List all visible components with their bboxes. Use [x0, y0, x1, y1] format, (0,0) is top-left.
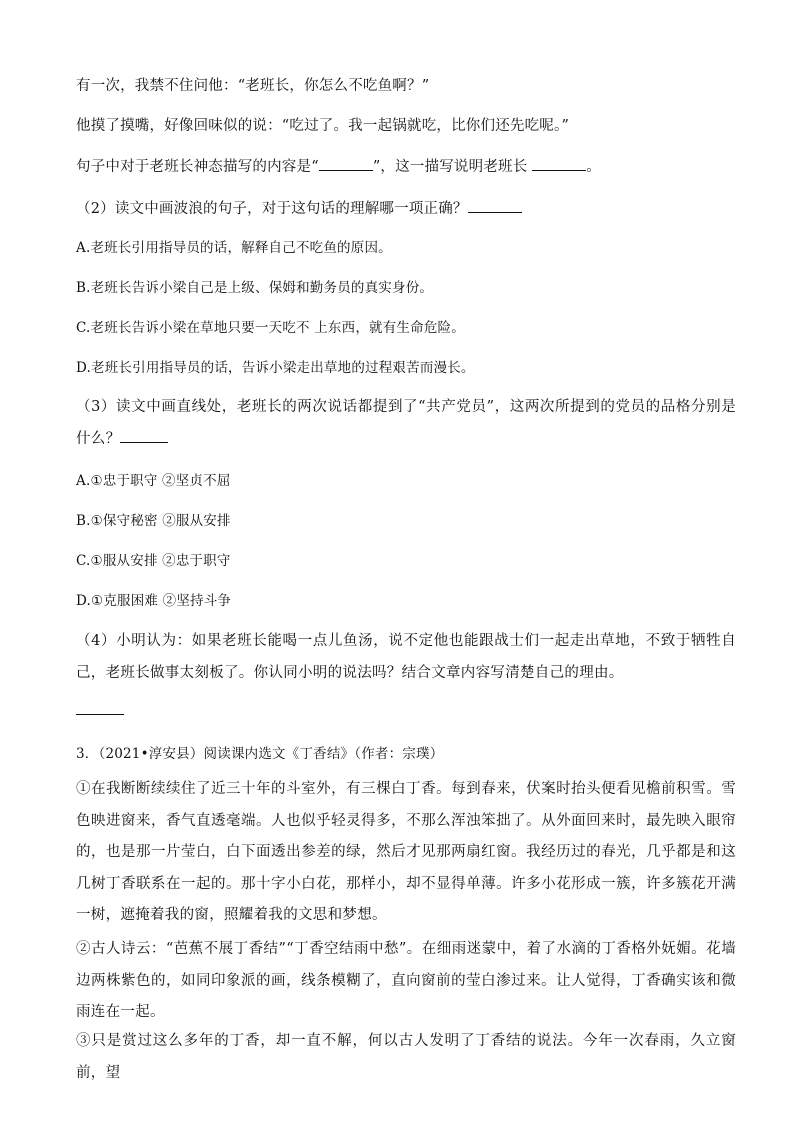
option-2c: C.老班长告诉小梁在草地只要一天吃不 上东西，就有生命危险。: [76, 320, 465, 336]
answer-blank[interactable]: [468, 198, 522, 213]
section-3-heading: 3．（2021•淳安县）阅读课内选文《丁香结》（作者：宗璞）: [76, 746, 444, 762]
question-1-line: [76, 156, 601, 177]
answer-blank[interactable]: [319, 156, 373, 171]
question-1-text-a: 句子中对于老班长神态描写的内容是“: [76, 159, 319, 175]
option-3d: D.①克服困难 ②坚持斗争: [76, 593, 232, 609]
option-2b: B.老班长告诉小梁自己是上级、保姆和勤务员的真实身份。: [76, 280, 434, 296]
quote-line-1: 有一次，我禁不住问他：“老班长，你怎么不吃鱼啊？”: [76, 78, 430, 94]
answer-blank[interactable]: [532, 156, 586, 171]
passage-paragraph-2: ②古人诗云：“芭蕉不展丁香结”“丁香空结雨中愁”。在细雨迷蒙中，着了水滴的丁香格外妩媚。花墙边两株紫色的，如同印象派的画，线条模糊了，直向窗前的莹白渗过来。让人觉得，丁香确实该和微雨连在一起。: [76, 941, 736, 1020]
question-2-text: （2）读文中画波浪的句子，对于这句话的理解哪一项正确？: [76, 201, 468, 217]
question-3-body: （3）读文中画直线处，老班长的两次说话都提到了“共产党员”，这两次所提到的党员的品格分别是什么？: [76, 399, 736, 447]
question-1-text-c: 。: [586, 159, 601, 175]
option-3b: B.①保守秘密 ②服从安排: [76, 513, 231, 529]
question-3-text: [76, 392, 736, 455]
quote-line-2: 他摸了摸嘴，好像回味似的说：“吃过了。我一起锅就吃，比你们还先吃呢。”: [76, 118, 570, 134]
question-2-line: [76, 198, 522, 219]
passage-paragraph-3: ③只是赏过这么多年的丁香，却一直不解，何以古人发明了丁香结的说法。今年一次春雨，久立窗前，望: [76, 1033, 736, 1081]
option-3c: C.①服从安排 ②忠于职守: [76, 553, 231, 569]
question-1-text-b: ”，这一描写说明老班长: [372, 159, 533, 175]
answer-blank[interactable]: [120, 428, 168, 443]
answer-rule[interactable]: [76, 714, 124, 715]
option-2d: D.老班长引用指导员的话，告诉小梁走出草地的过程艰苦而漫长。: [76, 360, 475, 376]
question-4-text: （4）小明认为：如果老班长能喝一点儿鱼汤，说不定他也能跟战士们一起走出草地，不致于牺牲自己，老班长做事太刻板了。你认同小明的说法吗？结合文章内容写清楚自己的理由。: [76, 633, 736, 681]
option-2a: A.老班长引用指导员的话，解释自己不吃鱼的原因。: [76, 240, 392, 256]
option-3a: A.①忠于职守 ②坚贞不屈: [76, 473, 231, 489]
passage-paragraph-1: ①在我断断续续住了近三十年的斗室外，有三棵白丁香。每到春来，伏案时抬头便看见檐前积雪。雪色映进窗来，香气直透毫端。人也似乎轻灵得多，不那么浑浊笨拙了。从外面回来时，最先映入眼帘的，也是那一片莹白，白下面透出参差的绿，然后才见那两扇红窗。我经历过的春光，几乎都是和这几树丁香联系在一起的。那十字小白花，那样小，却不显得单薄。许多小花形成一簇，许多簇花开满一树，遮掩着我的窗，照耀着我的文思和梦想。: [76, 781, 736, 923]
